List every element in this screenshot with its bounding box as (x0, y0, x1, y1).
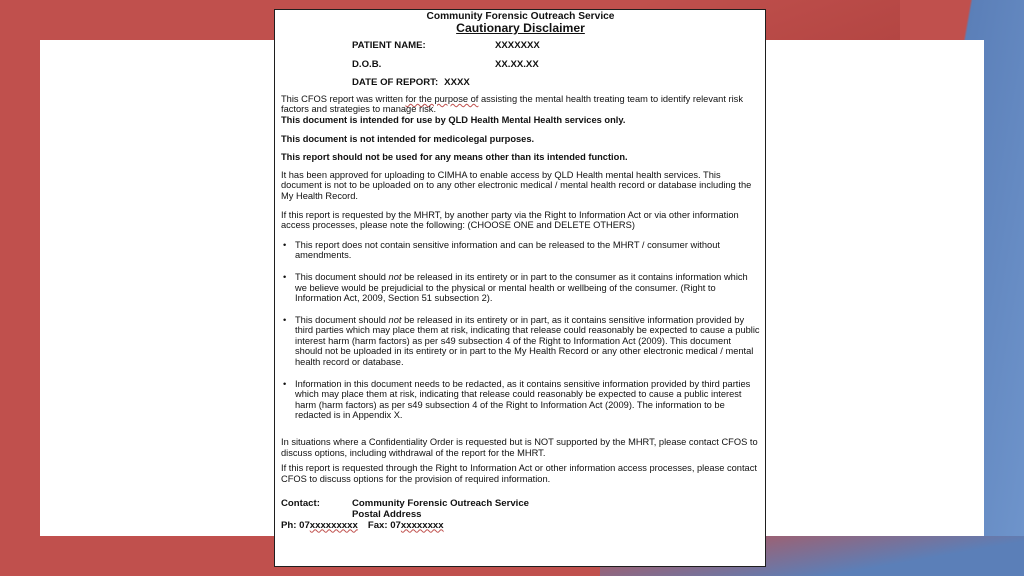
list-item-text: be released in its entirety or in part, as it contains sensitive information provided by third parties which may place them at risk, indicating that release could reasonably be expected to cause a public interest harm (harm factors) as per s49 subsection 4 of the Right to Information Act (2009). This document should not be uploaded in its entirety or in part to the My Health Record or any other electronic medical / mental health record or database. (295, 314, 760, 368)
contact-details (352, 499, 529, 520)
field-dob (281, 60, 760, 71)
list-item-text: be released in its entirety or in part to the consumer as it contains information which we believe would be prejudicial to the physical or mental health or wellbeing of the consumer. (Right to Information Act, 2009, Section 51 subsection 2). (295, 271, 748, 304)
fax-label: Fax: 07 (367, 519, 401, 531)
field-report-date (281, 78, 760, 89)
list-item-emphasis: not (388, 314, 402, 325)
document-org-header: Community Forensic Outreach Service (426, 11, 615, 22)
contact-org: Community Forensic Outreach Service (352, 498, 530, 510)
contact-label: Contact: (281, 498, 320, 510)
document-title: Cautionary Disclaimer (456, 21, 585, 35)
field-label: PATIENT NAME: (352, 40, 426, 51)
field-label: DATE OF REPORT: (352, 77, 439, 89)
phone-value: xxxxxxxxx (309, 519, 358, 531)
fax-value: xxxxxxxx (400, 519, 444, 531)
list-item-text: This document should (295, 314, 389, 325)
field-value: XX.XX.XX (495, 58, 539, 70)
field-patient-name (281, 41, 760, 52)
disclaimer-document (274, 9, 766, 567)
bold-statement-medicolegal: This document is not intended for medicolegal purposes. (281, 133, 535, 144)
bold-statement-use: This document is intended for use by QLD Health Mental Health services only. (281, 114, 626, 125)
contact-address: Postal Address (352, 509, 422, 520)
field-label: D.O.B. (352, 58, 382, 70)
intro-text-start: This CFOS report was written (281, 93, 406, 104)
intro-text-underlined: for the purpose of (405, 93, 479, 104)
field-value: XXXX (444, 77, 470, 89)
list-item: • Information in this document needs to be redacted, as it contains sensitive information provided by third parties which may place them at risk, indicating that release could reasonably be expected to cause a public interest harm (harm factors) as per s49 subsection 4 of the Right to Information Act (2009). The information to be redacted is in Appendix X. (281, 379, 760, 421)
request-paragraph: If this report is requested by the MHRT, by another party via the Right to Information Act or via other information access processes, please note the following: (CHOOSE ONE and DELETE OTHERS) (281, 209, 739, 231)
cimha-paragraph: It has been approved for uploading to CIMHA to enable access by QLD Health mental health services. This document is not to be uploaded on to any other electronic medical / mental health record or database including the My Health Record. (281, 169, 752, 201)
list-item-emphasis: not (388, 271, 402, 282)
intro-text-end: assisting the mental health treating team to identify relevant risk factors and strategies to manage risk. (281, 93, 743, 115)
field-value: XXXXXXX (495, 40, 540, 51)
list-item: • This report does not contain sensitive information and can be released to the MHRT / consumer without amendments. (281, 240, 760, 261)
rti-paragraph: If this report is requested through the Right to Information Act or other information access processes, please contact CFOS to discuss options for the provision of required information. (281, 463, 757, 484)
confidentiality-paragraph: In situations where a Confidentiality Order is requested but is NOT supported by the MHRT, please contact CFOS to discuss options, including withdrawal of the report for the MHRT. (281, 437, 758, 458)
options-list (281, 240, 760, 421)
list-item-text: This document should (295, 271, 389, 282)
contact-block (281, 499, 760, 520)
contact-phone-fax (281, 521, 760, 532)
phone-label: Ph: 07 (281, 519, 310, 531)
list-item (281, 272, 760, 304)
intro-paragraph (281, 94, 760, 115)
bold-statement-function: This report should not be used for any means other than its intended function. (281, 152, 628, 163)
list-item (281, 315, 760, 368)
